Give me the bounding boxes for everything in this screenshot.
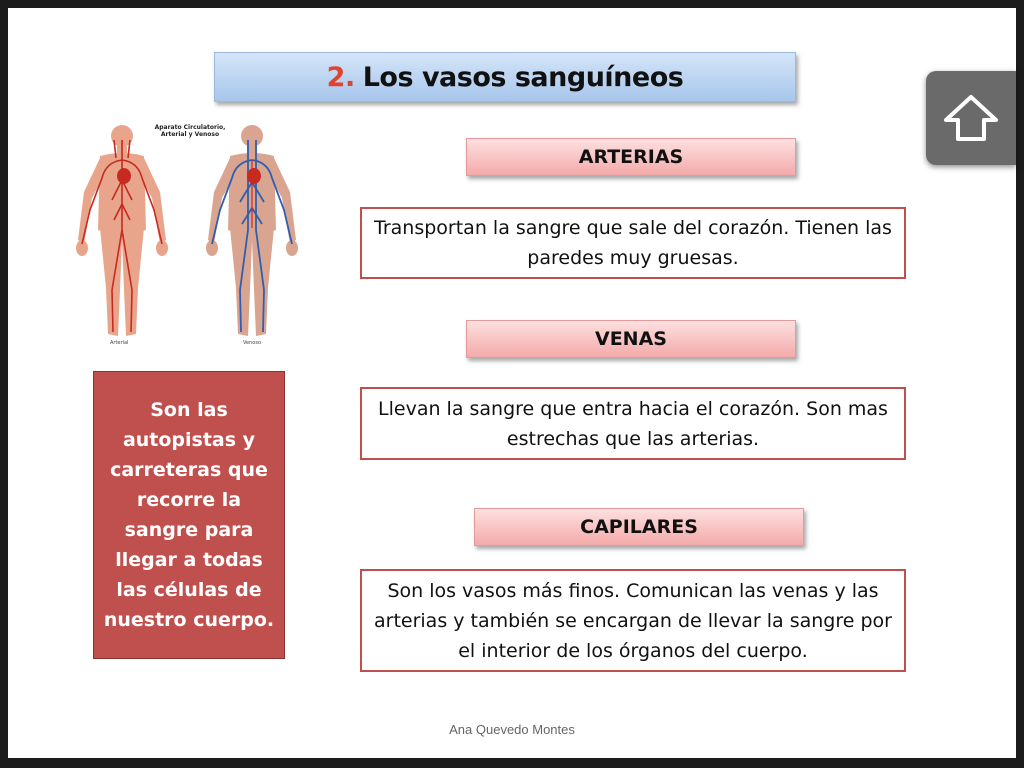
arterial-figure [76, 125, 168, 336]
label-venas-text: VENAS [595, 328, 667, 350]
description-venas [360, 387, 906, 460]
figure-caption: Aparato Circulatorio, Arterial y Venoso [154, 124, 226, 138]
definition-box [93, 371, 285, 659]
definition-text: Son las autopistas y carreteras que recorre la sangre para llegar a todas las células de nuestro cuerpo. [103, 399, 275, 631]
label-capilares-text: CAPILARES [580, 516, 698, 538]
title-number: 2. [326, 61, 355, 93]
label-venas [466, 320, 796, 358]
description-arterias-text: Transportan la sangre que sale del corazón. Tienen las paredes muy gruesas. [374, 217, 892, 269]
body-figures [70, 120, 310, 356]
home-up-arrow-icon [942, 93, 1000, 143]
circulatory-system-illustration [70, 120, 310, 356]
description-venas-text: Llevan la sangre que entra hacia el corazón. Son mas estrechas que las arterias. [378, 397, 888, 450]
venous-figure [206, 125, 298, 336]
author-credit: Ana Quevedo Montes [449, 722, 575, 737]
figure-right-label: Venoso [243, 340, 262, 346]
page-title [214, 52, 796, 102]
home-button[interactable] [926, 71, 1016, 165]
title-text: Los vasos sanguíneos [362, 61, 684, 93]
description-capilares-text: Son los vasos más finos. Comunican las venas y las arterias y también se encargan de llevar la sangre por el interior de los órganos del cuerpo. [374, 579, 892, 662]
figure-left-label: Arterial [110, 340, 129, 346]
label-arterias-text: ARTERIAS [578, 146, 684, 168]
slide [8, 8, 1016, 758]
description-capilares [360, 569, 906, 672]
description-arterias [360, 207, 906, 279]
label-arterias [466, 138, 796, 176]
label-capilares [474, 508, 804, 546]
